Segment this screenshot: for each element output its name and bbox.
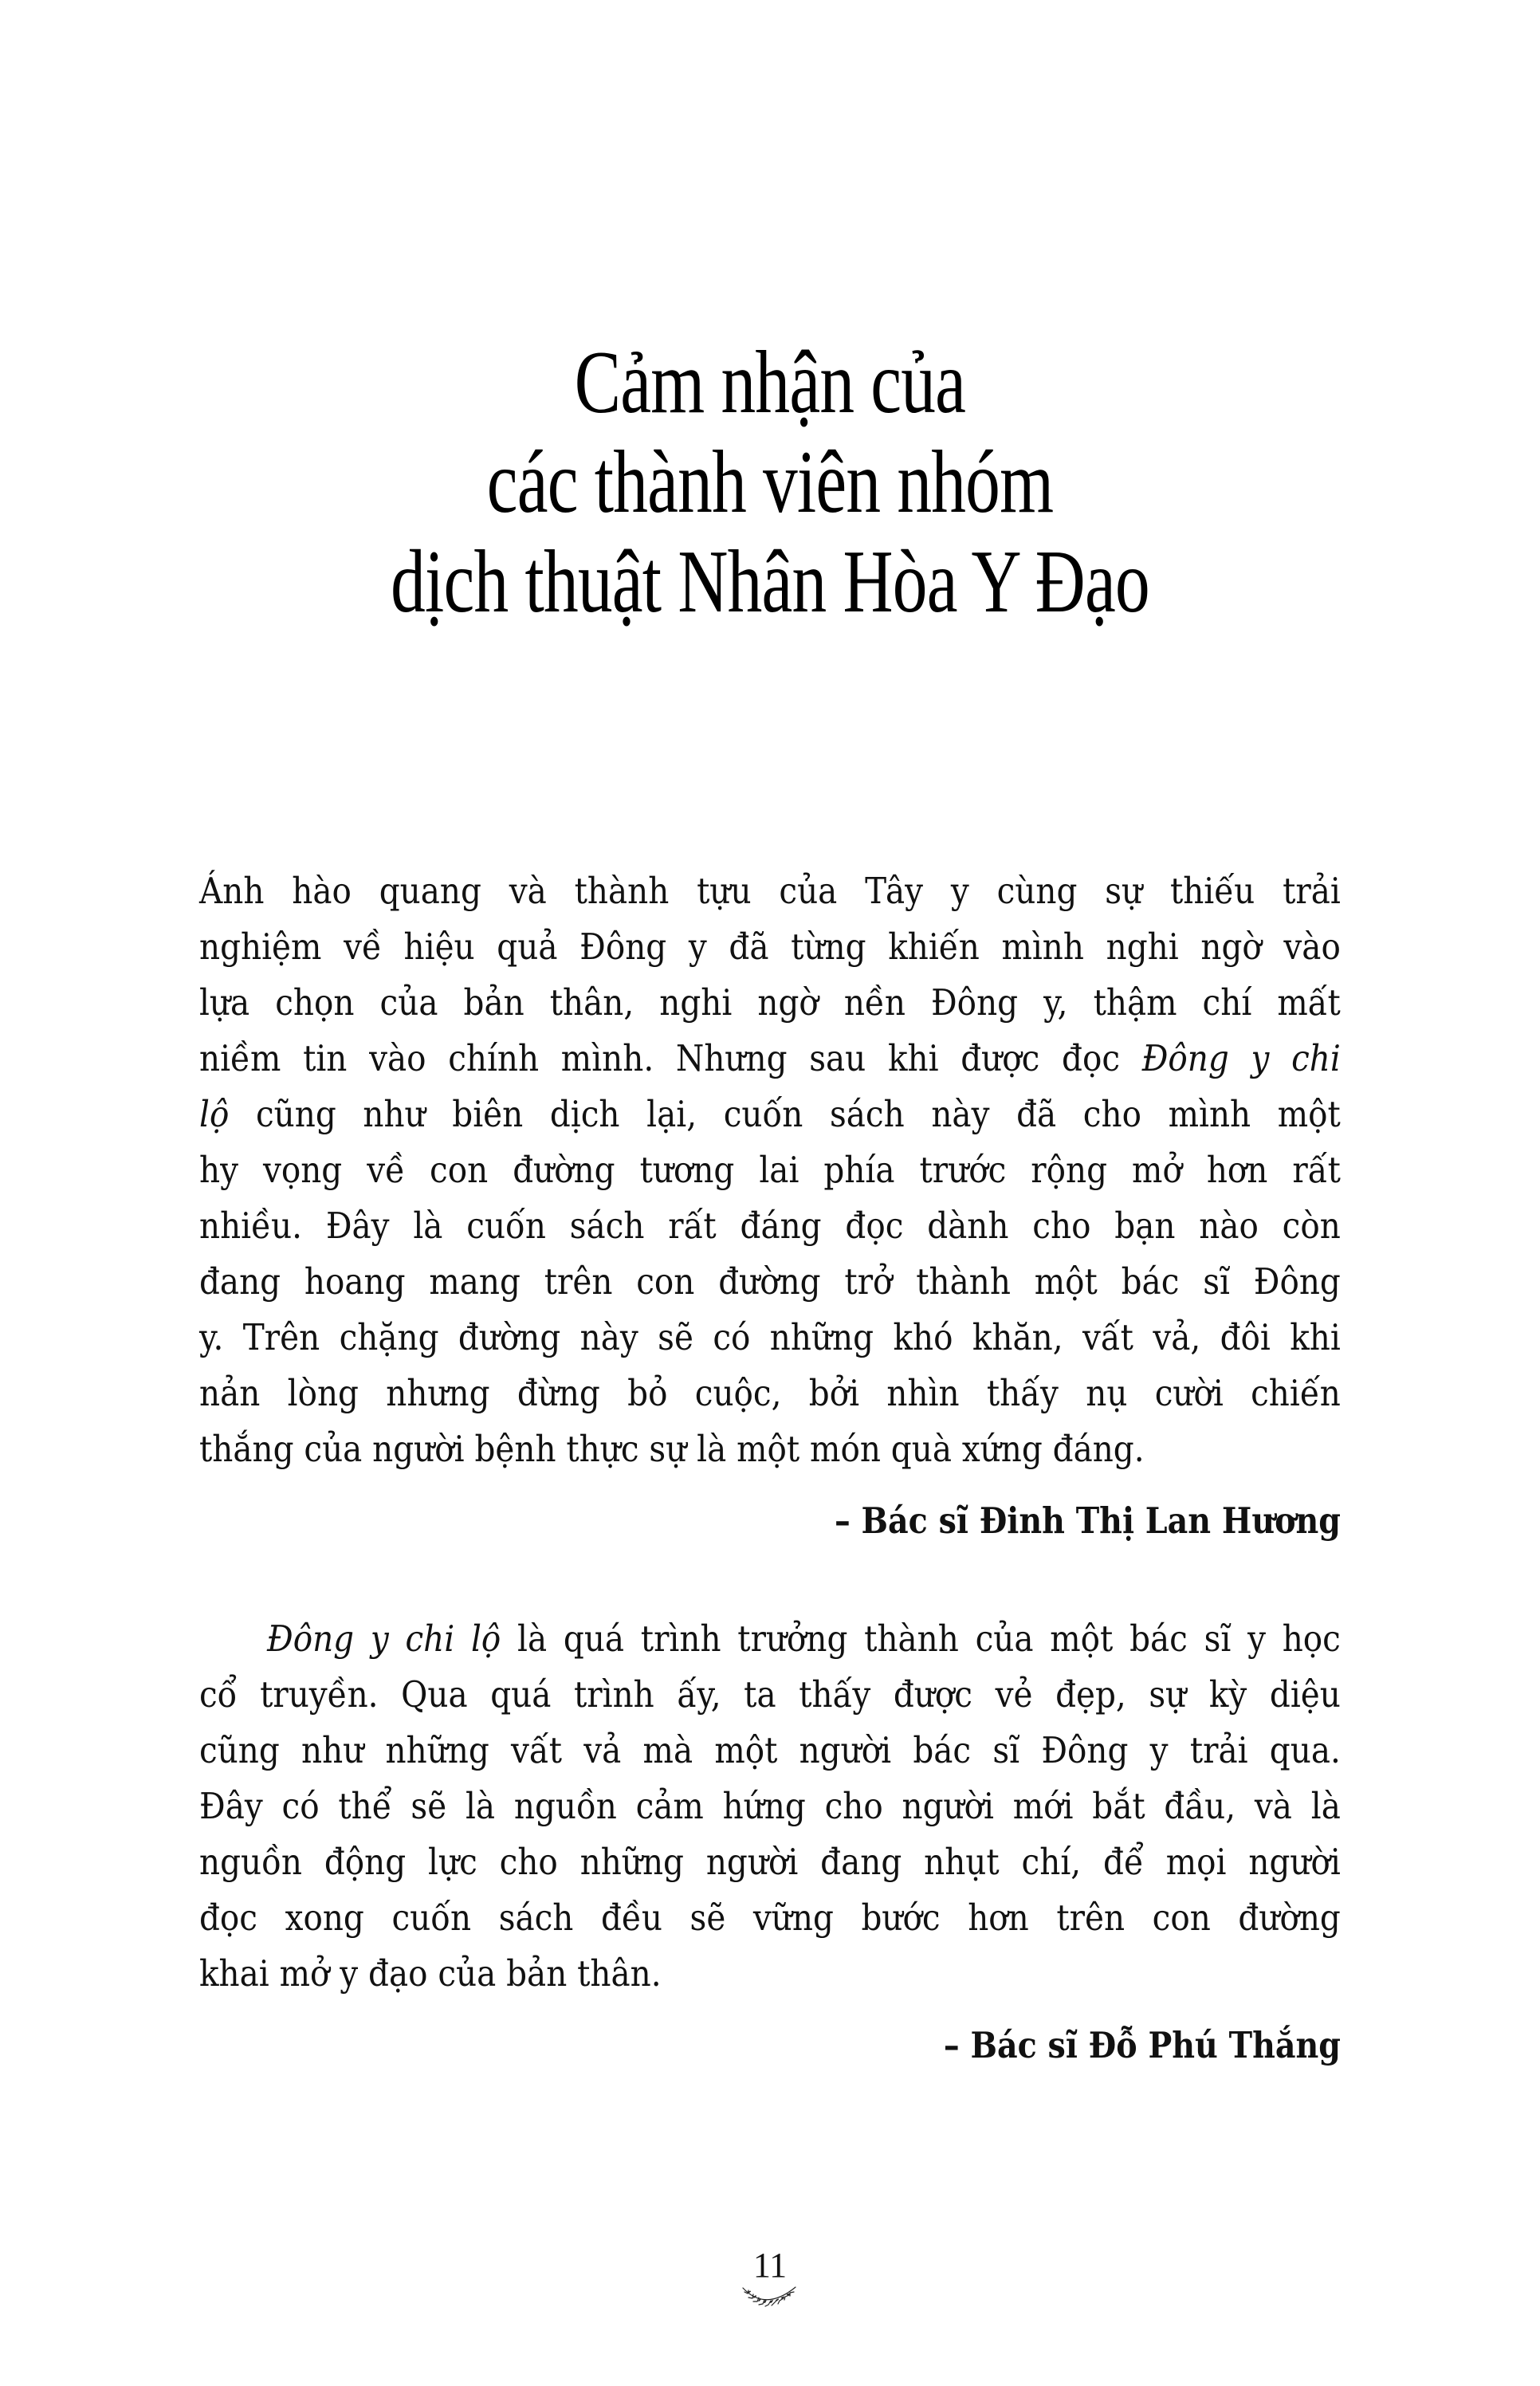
text-line [199, 1087, 1341, 1142]
text-line-content [199, 1723, 1341, 1779]
text-line-content [199, 1031, 1341, 1087]
text-line-content [199, 1310, 1341, 1366]
title-line-3: dịch thuật Nhân Hòa Y Đạo [391, 533, 1149, 631]
text-line [199, 863, 1341, 919]
text-line [199, 1198, 1341, 1254]
book-title-italic: lộ [199, 1093, 230, 1135]
text-run: thắng của người bệnh thực sự là một món quà xứng đáng. [199, 1428, 1145, 1470]
text-line [199, 1779, 1341, 1834]
text-run: Đây có thể sẽ là nguồn cảm hứng cho người mới bắt đầu, và là [199, 1785, 1341, 1827]
testimonial-2-signature: – Bác sĩ Đỗ Phú Thắng [943, 2024, 1341, 2066]
text-line [199, 1611, 1341, 1667]
text-line-content [199, 975, 1341, 1031]
text-line-content [199, 1946, 1341, 2002]
text-run: khai mở y đạo của bản thân. [199, 1952, 662, 1995]
testimonial-1-signature: – Bác sĩ Đinh Thị Lan Hương [834, 1500, 1341, 1542]
testimonial-1-paragraph [199, 863, 1341, 1477]
text-line [199, 1142, 1341, 1198]
text-line-content [199, 1779, 1341, 1834]
text-line-content [199, 1421, 1341, 1477]
text-line [199, 1946, 1341, 2002]
testimonial-2 [199, 1611, 1341, 2074]
text-line-content [199, 1254, 1341, 1310]
testimonial-1 [199, 863, 1341, 1549]
text-line [199, 1031, 1341, 1087]
text-run: đọc xong cuốn sách đều sẽ vững bước hơn trên con đường [199, 1897, 1341, 1939]
text-line-content [199, 919, 1341, 975]
laurel-branch-icon [741, 2285, 799, 2312]
page-title [0, 333, 1540, 632]
text-line [199, 1667, 1341, 1723]
text-line-content [199, 863, 1341, 919]
text-run: đang hoang mang trên con đường trở thành một bác sĩ Đông [199, 1260, 1341, 1303]
page-footer [0, 2246, 1540, 2312]
title-line-2: các thành viên nhóm [486, 433, 1054, 532]
text-run: hy vọng về con đường tương lai phía trước rộng mở hơn rất [199, 1149, 1341, 1191]
text-run: cổ truyền. Qua quá trình ấy, ta thấy được vẻ đẹp, sự kỳ diệu [199, 1673, 1341, 1716]
text-run: là quá trình trưởng thành của một bác sĩ y học [501, 1618, 1341, 1660]
text-run: Ánh hào quang và thành tựu của Tây y cùng sự thiếu trải [199, 870, 1341, 912]
text-line [199, 1310, 1341, 1366]
paragraph-gap [199, 1549, 1341, 1611]
text-run: nghiệm về hiệu quả Đông y đã từng khiến mình nghi ngờ vào [199, 926, 1341, 968]
page-number: 11 [752, 2246, 788, 2285]
text-line-content [199, 1087, 1341, 1142]
text-run: nguồn động lực cho những người đang nhụt chí, để mọi người [199, 1841, 1341, 1883]
text-run: cũng như biên dịch lại, cuốn sách này đã cho mình một [229, 1093, 1341, 1135]
text-line [199, 975, 1341, 1031]
text-run: nhiều. Đây là cuốn sách rất đáng đọc dành cho bạn nào còn [199, 1205, 1341, 1247]
text-line [199, 919, 1341, 975]
title-line-1: Cảm nhận của [574, 333, 966, 432]
testimonials-body [199, 863, 1341, 2074]
text-line-content [199, 1667, 1341, 1723]
text-line [199, 1723, 1341, 1779]
text-line-content [199, 1890, 1341, 1946]
text-line-content [199, 1142, 1341, 1198]
text-run: y. Trên chặng đường này sẽ có những khó khăn, vất vả, đôi khi [199, 1316, 1341, 1358]
text-run: niềm tin vào chính mình. Nhưng sau khi được đọc [199, 1037, 1142, 1079]
text-line [199, 1254, 1341, 1310]
text-line [199, 1890, 1341, 1946]
text-line-content [199, 1834, 1341, 1890]
text-run: cũng như những vất vả mà một người bác sĩ Đông y trải qua. [199, 1729, 1341, 1771]
book-title-italic: Đông y chi lộ [267, 1618, 501, 1660]
text-line-content [199, 1198, 1341, 1254]
text-run: lựa chọn của bản thân, nghi ngờ nền Đông y, thậm chí mất [199, 981, 1341, 1024]
text-line-content [267, 1611, 1341, 1667]
text-line-content [199, 1366, 1341, 1421]
text-line [199, 1834, 1341, 1890]
text-run: nản lòng nhưng đừng bỏ cuộc, bởi nhìn thấy nụ cười chiến [199, 1372, 1341, 1414]
text-line [199, 1421, 1341, 1477]
testimonial-2-paragraph [199, 1611, 1341, 2002]
text-line [199, 1366, 1341, 1421]
book-title-italic: Đông y chi [1141, 1037, 1341, 1079]
